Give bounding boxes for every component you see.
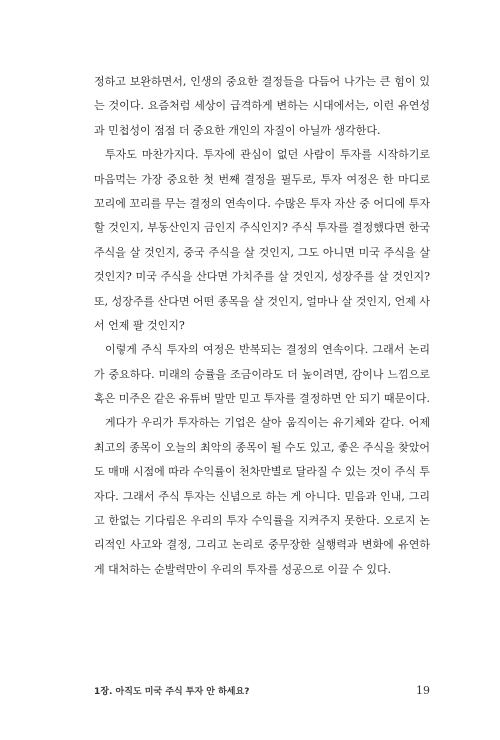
- page-footer: [94, 683, 430, 697]
- text-line: 정하고 보완하면서, 인생의 중요한 결정들을 다듬어 나가는 큰 힘이 있: [94, 75, 430, 88]
- text-line: 마음먹는 가장 중요한 첫 번째 결정을 필두로, 투자 여정은 한 마디로: [94, 172, 430, 186]
- body-paragraph: [94, 411, 430, 582]
- text-line: 자다. 그래서 주식 투자는 신념으로 하는 게 아니다. 믿음과 인내, 그리: [94, 489, 430, 503]
- text-line: 도 매매 시점에 따라 수익률이 천차만별로 달라질 수 있는 것이 주식 투: [94, 465, 430, 479]
- text-line: 주식을 살 것인지, 중국 주식을 살 것인지, 그도 아니면 미국 주식을 살: [94, 245, 430, 259]
- body-paragraph: [94, 143, 430, 338]
- body-paragraph: [94, 338, 430, 411]
- body-paragraph: [94, 70, 430, 143]
- text-line: 고 한없는 기다림은 우리의 투자 수익률을 지켜주지 못한다. 오로지 논: [94, 514, 430, 528]
- text-line: 꼬리에 꼬리를 무는 결정의 연속이다. 수많은 투자 자산 중 어디에 투자: [94, 196, 430, 210]
- page-body: [94, 70, 430, 582]
- page-number: 19: [416, 683, 430, 697]
- text-line: 게 대처하는 순발력만이 우리의 투자를 성공으로 이끌 수 있다.: [94, 562, 392, 576]
- text-line: 게다가 우리가 투자하는 기업은 살아 움직이는 유기체와 같다. 어제: [105, 416, 430, 430]
- text-line: 리적인 사고와 결정, 그리고 논리로 중무장한 실행력과 변화에 유연하: [94, 538, 430, 552]
- text-line: 과 민첩성이 점점 더 중요한 개인의 자질이 아닐까 생각한다.: [94, 123, 381, 137]
- running-title: 1장. 아직도 미국 주식 투자 안 하세요?: [94, 686, 250, 697]
- text-line: 가 중요하다. 미래의 승률을 조금이라도 더 높이려면, 감이나 느낌으로: [94, 367, 430, 381]
- text-line: 혹은 미주은 같은 유튜버 말만 믿고 투자를 결정하면 안 되기 때문이다.: [94, 392, 430, 406]
- text-line: 는 것이다. 요즘처럼 세상이 급격하게 변하는 시대에서는, 이런 유연성: [94, 99, 430, 113]
- text-line: 최고의 종목이 오늘의 최악의 종목이 될 수도 있고, 좋은 주식을 찾았어: [94, 440, 430, 454]
- text-line: 것인지? 미국 주식을 산다면 가치주를 살 것인지, 성장주를 살 것인지?: [94, 270, 430, 284]
- text-line: 이렇게 주식 투자의 여정은 반복되는 결정의 연속이다. 그래서 논리: [105, 343, 430, 357]
- text-line: 할 것인지, 부동산인지 금인지 주식인지? 주식 투자를 결정했다면 한국: [94, 221, 430, 235]
- text-line: 투자도 마찬가지다. 투자에 관심이 없던 사람이 투자를 시작하기로: [105, 148, 430, 162]
- text-line: 또, 성장주를 산다면 어떤 종목을 살 것인지, 얼마나 살 것인지, 언제 사: [94, 294, 430, 308]
- text-line: 서 언제 팔 것인지?: [94, 318, 185, 332]
